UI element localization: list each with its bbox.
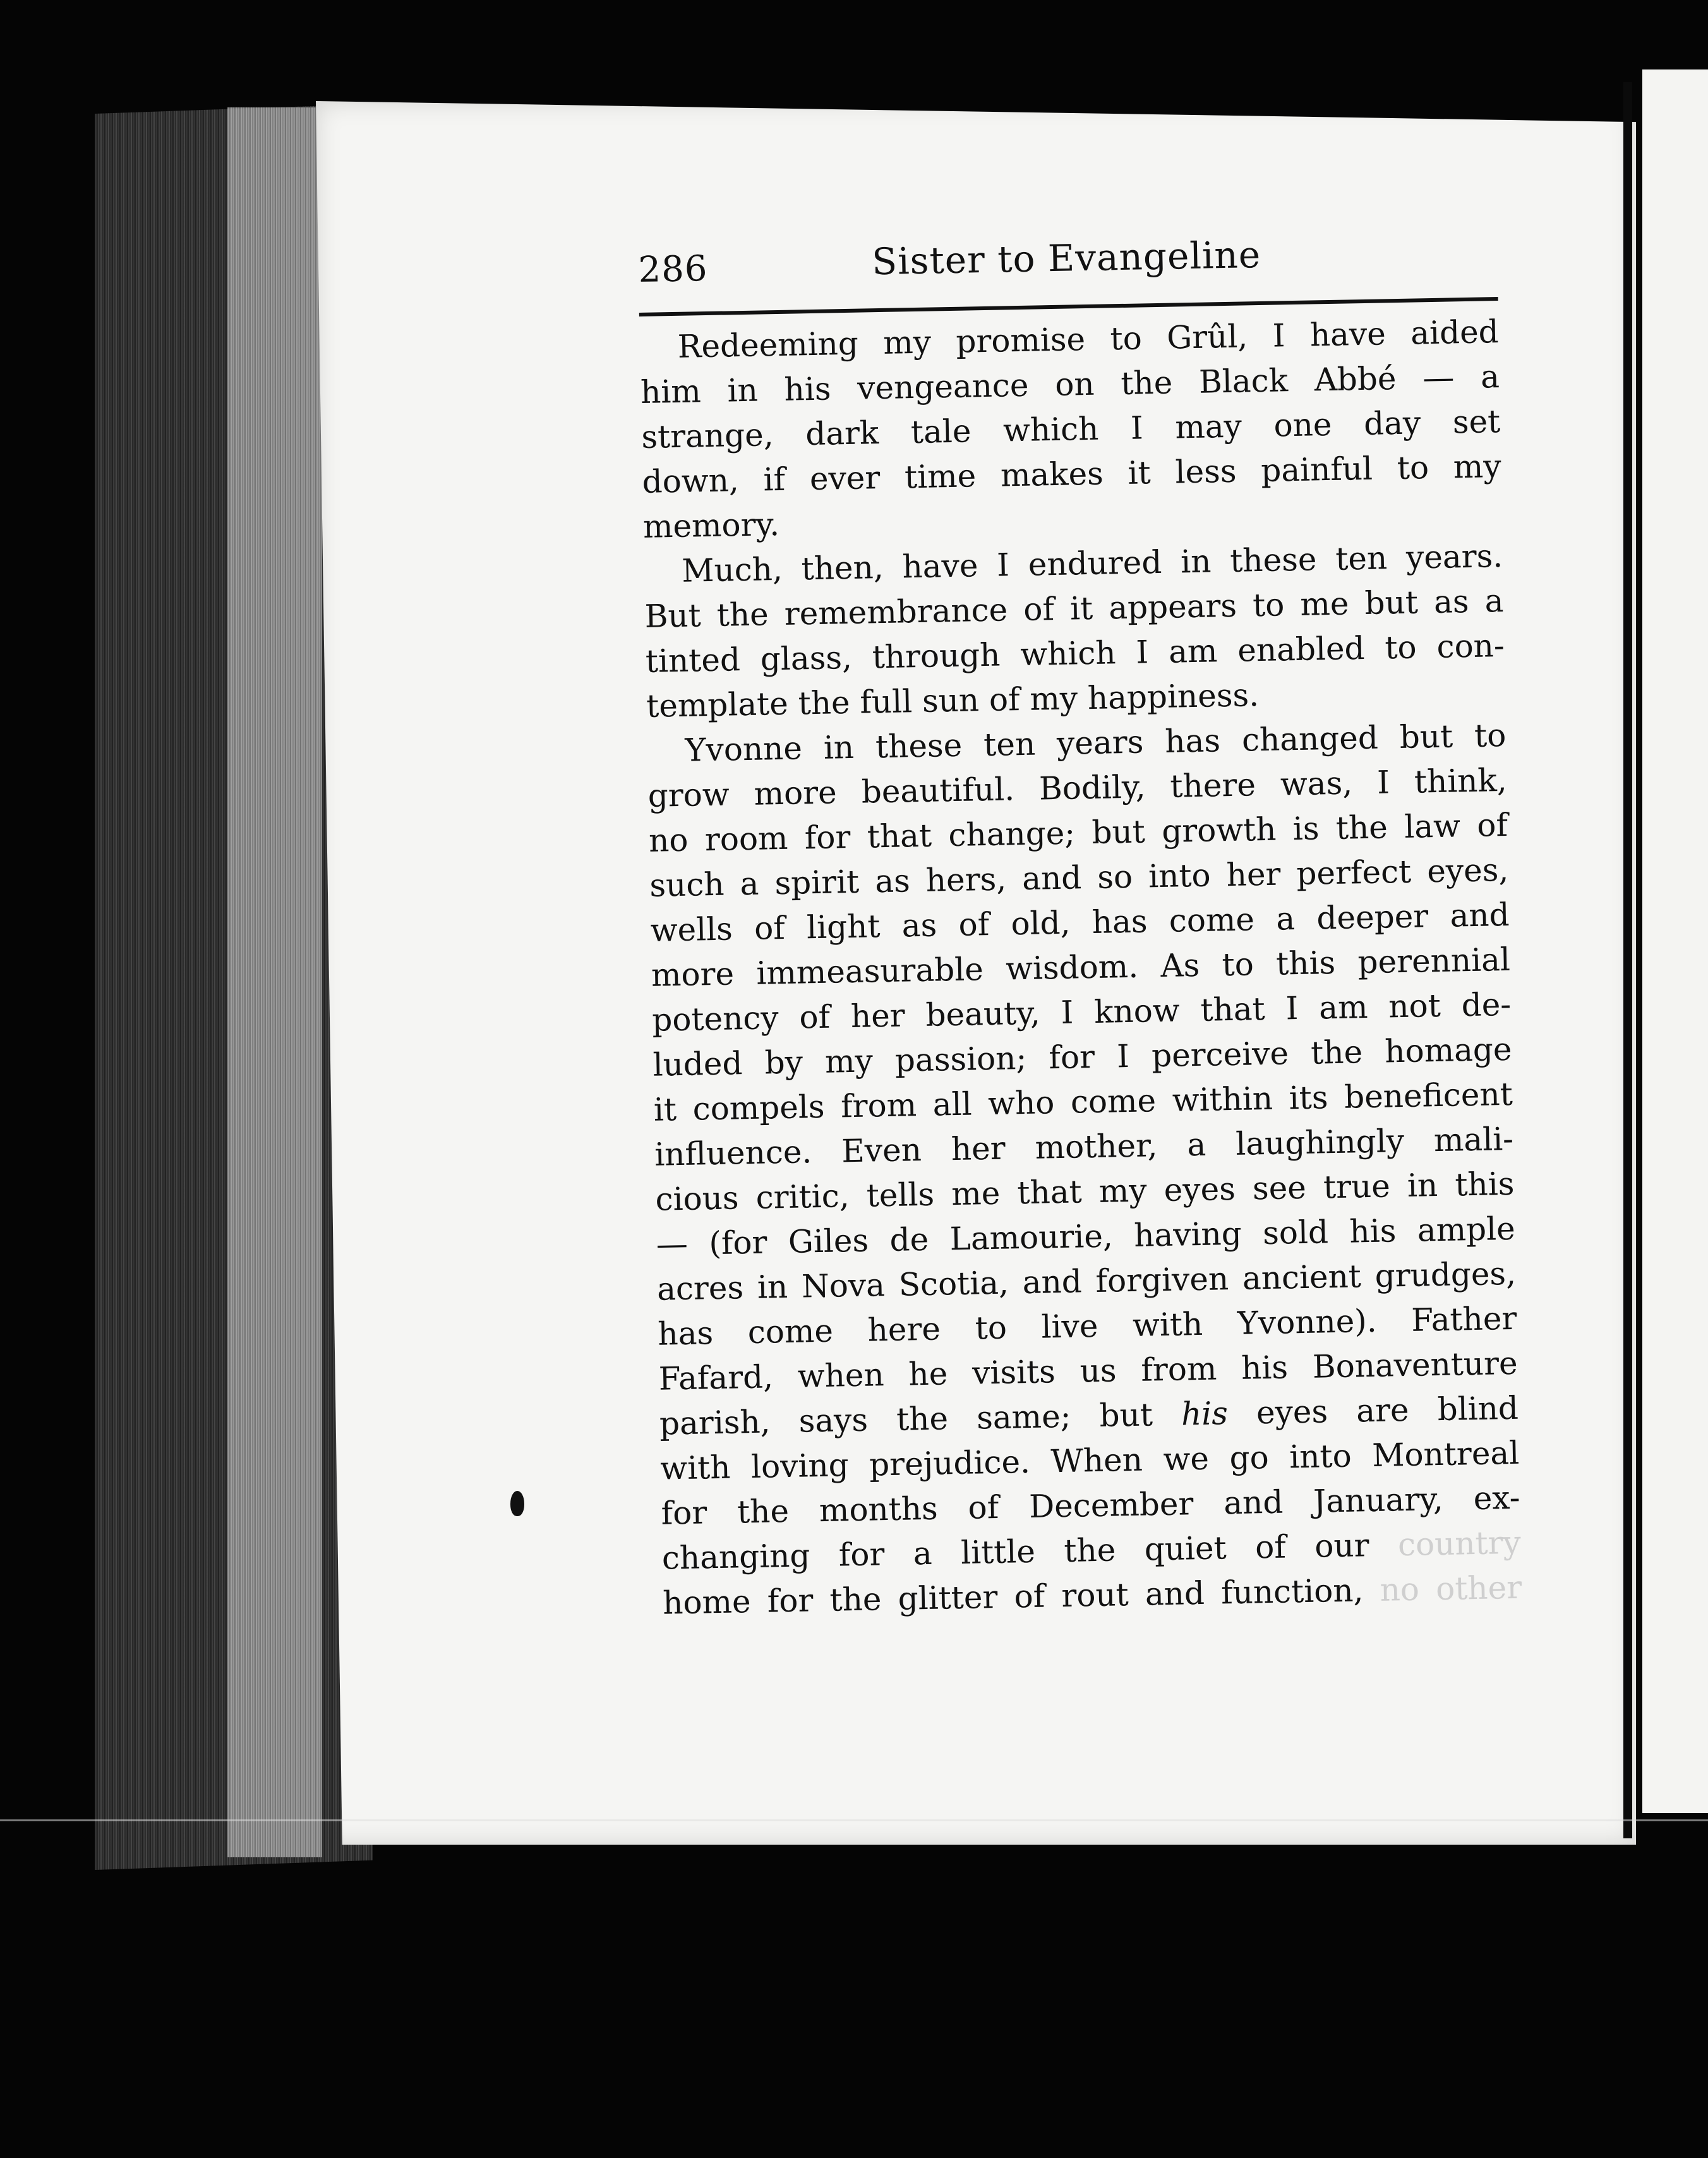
faded-word: country <box>1397 1524 1522 1564</box>
page-edges-light <box>227 107 322 1857</box>
text-line: memory. <box>642 505 780 545</box>
paragraph-2 <box>644 534 1506 729</box>
scan-artifact-line <box>0 1819 1708 1821</box>
text-line: for the months of December and January, ex- <box>661 1479 1520 1532</box>
text-line: such a spirit as hers, and so into her perfect eyes, <box>649 851 1509 904</box>
text-line: down, if ever time makes it less painful to my <box>642 448 1502 500</box>
text-fragment: changing for a little the quiet of our <box>661 1527 1370 1577</box>
facing-page-edge <box>1642 69 1708 1813</box>
text-line: But the remembrance of it appears to me but as a <box>644 582 1504 635</box>
text-fragment: home for the glitter of rout and function, <box>662 1572 1364 1622</box>
text-line: more immeasurable wisdom. As to this perennial <box>651 941 1511 994</box>
text-line: him in his vengeance on the Black Abbé — a <box>640 358 1500 411</box>
text-line: luded by my passion; for I perceive the homage <box>653 1030 1512 1083</box>
text-line: Fafard, when he visits us from his Bonaventure <box>658 1344 1519 1397</box>
text-line: grow more beautiful. Bodily, there was, I think, <box>647 761 1508 814</box>
faded-words: no other <box>1380 1569 1522 1608</box>
text-line: with loving prejudice. When we go into Montreal <box>659 1434 1520 1487</box>
text-line: influence. Even her mother, a laughingly mali- <box>654 1120 1514 1173</box>
italic-word: his <box>1181 1395 1229 1433</box>
text-line: Redeeming my promise to Grûl, I have aided <box>677 313 1500 365</box>
text-fragment: eyes are blind <box>1256 1389 1519 1432</box>
text-line: potency of her beauty, I know that I am not de- <box>651 986 1512 1039</box>
paragraph-1 <box>639 310 1502 550</box>
text-line: wells of light as of old, has come a deeper and <box>650 896 1510 949</box>
text-line: tinted glass, through which I am enabled to con- <box>645 627 1505 680</box>
paragraph-3 <box>647 713 1522 1626</box>
page-number: 286 <box>638 248 709 291</box>
text-line: strange, dark tale which I may one day set <box>640 403 1501 455</box>
text-line: has come here to live with Yvonne). Father <box>657 1299 1517 1353</box>
text-line: Yvonne in these ten years has changed but to <box>685 716 1507 769</box>
ink-blot-mark <box>510 1491 524 1516</box>
running-title: Sister to Evangeline <box>871 232 1261 284</box>
gutter-shadow <box>1623 82 1632 1838</box>
text-line: template the full sun of my happiness. <box>646 677 1260 725</box>
text-fragment: parish, says the same; but <box>659 1396 1153 1442</box>
text-line: no room for that change; but growth is the law of <box>648 806 1508 859</box>
text-line: cious critic, tells me that my eyes see true in this <box>655 1165 1515 1218</box>
text-line: Much, then, have I endured in these ten years. <box>681 537 1503 589</box>
text-line: it compels from all who come within its beneficent <box>653 1075 1513 1128</box>
text-line: — (for Giles de Lamourie, having sold his ample <box>656 1210 1516 1263</box>
page-text-block <box>638 234 1522 1626</box>
text-line: acres in Nova Scotia, and forgiven ancient grudges, <box>656 1255 1517 1308</box>
